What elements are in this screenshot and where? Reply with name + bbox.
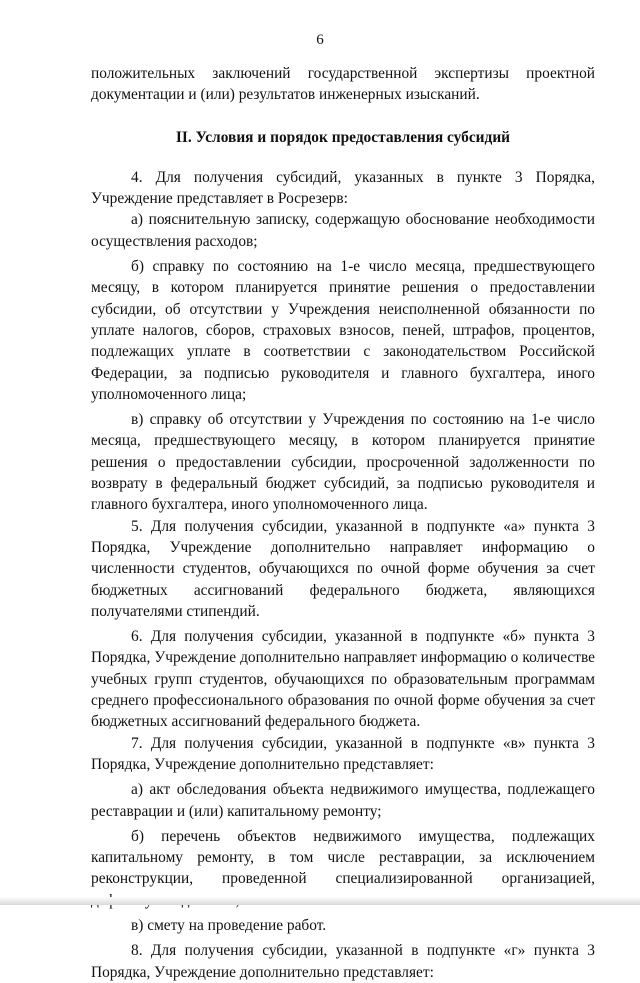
paragraph-5: 5. Для получения субсидии, указанной в подпункте «а» пункта 3 Порядка, Учреждение дополнительно направляет информацию о численности студентов, обучающихся по очной форме обучения за счет бюджетных ассигнований федерального бюджета, являющихся получателями стипендий. — [91, 517, 595, 620]
paragraph-7a: а) акт обследования объекта недвижимого имущества, подлежащего реставрации и (или) капитальному ремонту; — [91, 781, 595, 820]
paragraph-4v: в) справку об отсутствии у Учреждения по состоянию на 1-е число месяца, предшествующего месяцу, в котором планируется принятие решения о предоставлении субсидии, просроченной задолженности по возврату в федеральный бюджет субсидий, за подписью руководителя и главного бухгалтера, иного уполномоченного лица. — [91, 411, 595, 514]
document-body — [91, 63, 595, 983]
paragraph-7v: в) смету на проведение работ. — [131, 916, 327, 934]
page-number: 6 — [316, 32, 324, 48]
page-bottom-edge — [0, 897, 640, 905]
paragraph-8: 8. Для получения субсидии, указанной в подпункте «г» пункта 3 Порядка, Учреждение дополнительно представляет: — [91, 942, 595, 981]
paragraph-7: 7. Для получения субсидии, указанной в подпункте «в» пункта 3 Порядка, Учреждение дополнительно представляет: — [91, 734, 595, 773]
paragraph-7b: б) перечень объектов недвижимого имущества, подлежащих капитальному ремонту, в том числе реставрации, за исключением реконструкции, проведенной специализированной организацией, — [91, 827, 595, 888]
paragraph-6: 6. Для получения субсидии, указанной в подпункте «б» пункта 3 Порядка, Учреждение дополнительно направляет информацию о количестве учебных групп студентов, обучающихся по образовательным программам среднего профессионального образования по очной форме обучения за счет бюджетных ассигнований федерального бюджета. — [91, 628, 595, 731]
section-heading: II. Условия и порядок предоставления субсидий — [175, 128, 511, 146]
paragraph-4a: а) пояснительную записку, содержащую обоснование необходимости осуществления расходов; — [91, 211, 595, 250]
paragraph-4b: б) справку по состоянию на 1-е число месяца, предшествующего месяцу, в котором планируется принятие решения о предоставлении субсидии, об отсутствии у Учреждения неисполненной обязанности по уплате налогов, сборов, страховых взносов, пеней, штрафов, процентов, подлежащих уплате в соответствии с законодательством Российской Федерации, за подписью руководителя и главного бухгалтера, иного уполномоченного лица; — [91, 258, 595, 403]
continuation-paragraph: положительных заключений государственной экспертизы проектной документации и (или) результатов инженерных изысканий. — [91, 65, 595, 104]
paragraph-4: 4. Для получения субсидий, указанных в пункте 3 Порядка, Учреждение представляет в Росрезерв: — [91, 168, 595, 208]
